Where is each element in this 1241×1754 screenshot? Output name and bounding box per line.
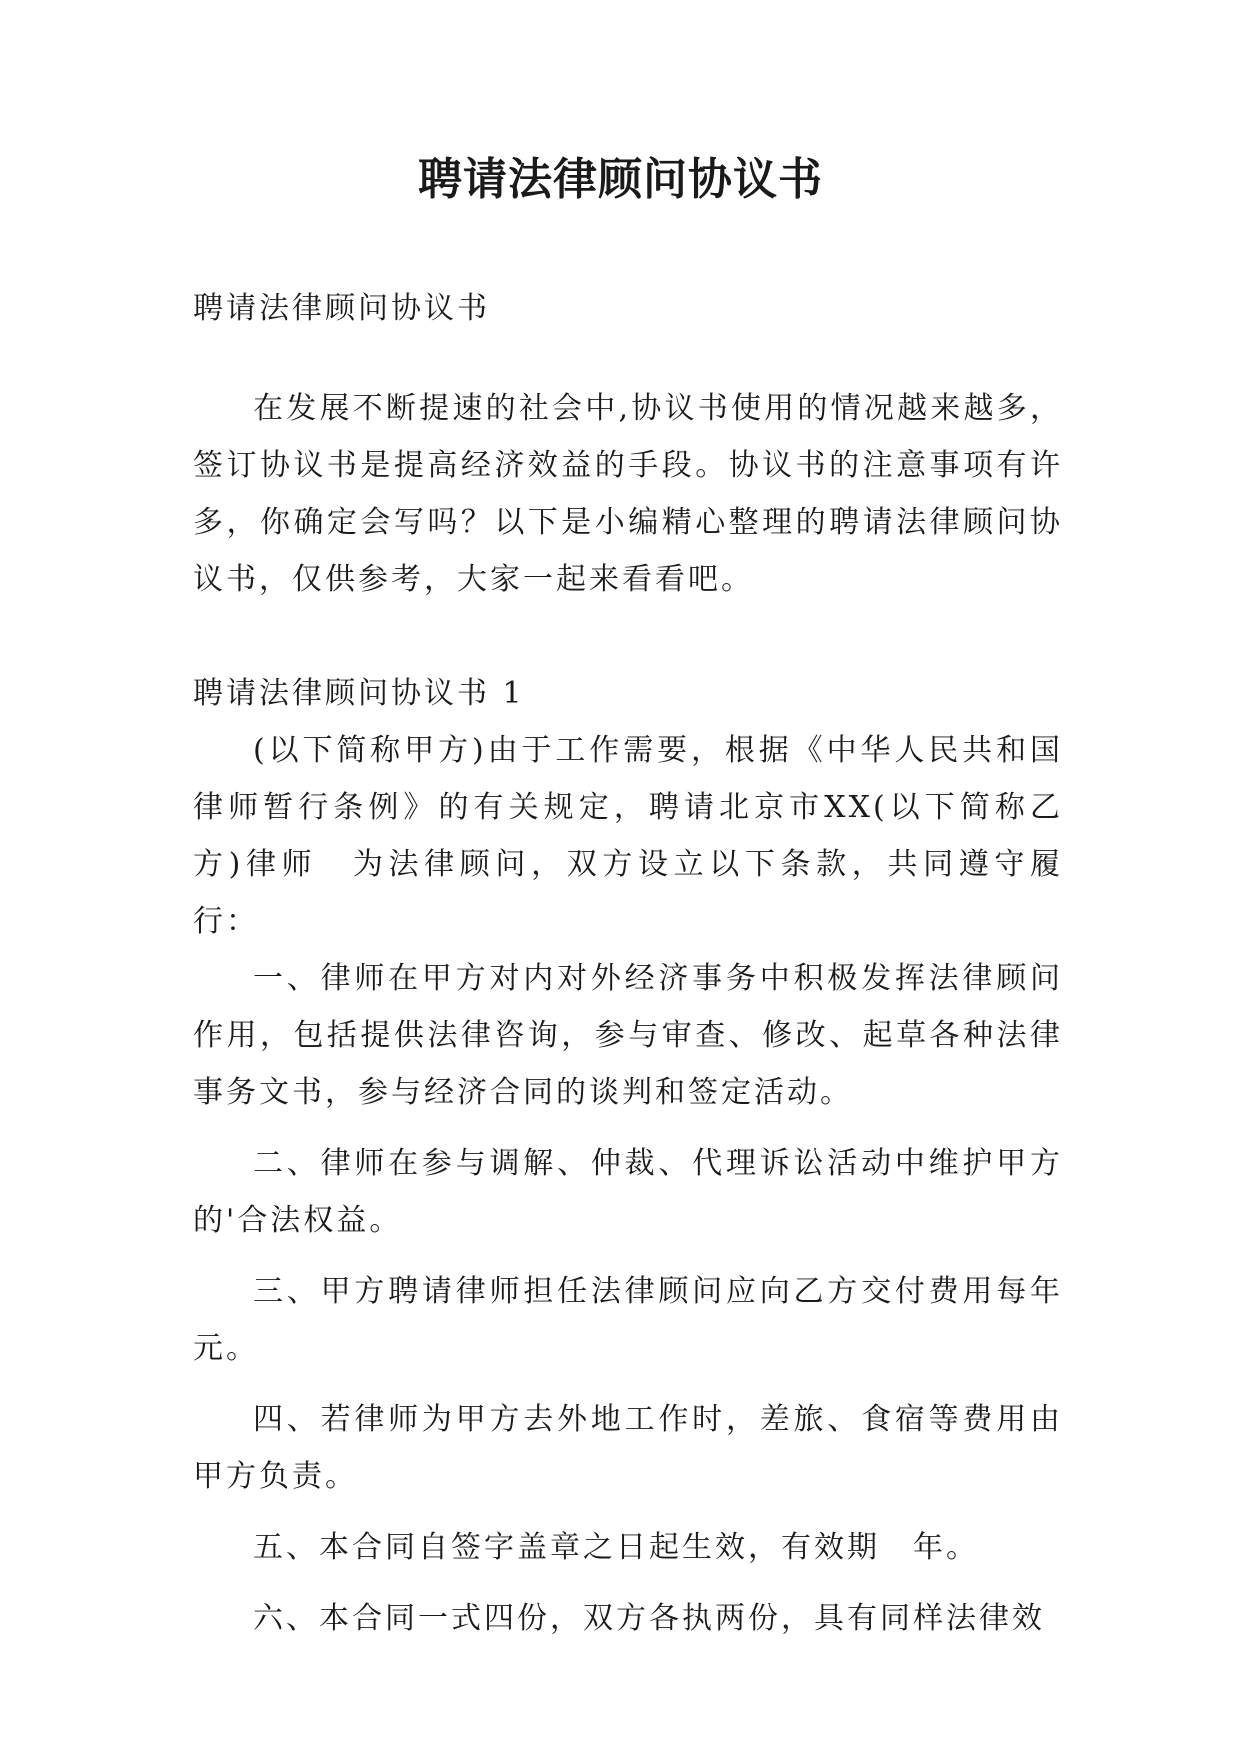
intro-paragraph: 在发展不断提速的社会中,协议书使用的情况越来越多，签订协议书是提高经济效益的手段。协议书的注意事项有许多，你确定会写吗？以下是小编精心整理的聘请法律顾问协议书，仅供参考，大家一起来看看吧。 — [193, 391, 1063, 597]
document-subtitle: 聘请法律顾问协议书 — [193, 291, 490, 326]
document-title: 聘请法律顾问协议书 — [418, 154, 823, 205]
clause-paragraph: 六、本合同一式四份，双方各执两份，具有同样法律效 — [253, 1601, 1045, 1636]
clause-paragraph: 五、本合同自签字盖章之日起生效，有效期 年。 — [253, 1530, 979, 1565]
clause-paragraph: 二、律师在参与调解、仲裁、代理诉讼活动中维护甲方的'合法权益。 — [193, 1146, 1063, 1238]
clause-paragraph: 一、律师在甲方对内对外经济事务中积极发挥法律顾问作用，包括提供法律咨询，参与审查、修改、起草各种法律事务文书，参与经济合同的谈判和签定活动。 — [193, 961, 1063, 1110]
clause-paragraph: 四、若律师为甲方去外地工作时，差旅、食宿等费用由甲方负责。 — [193, 1402, 1063, 1494]
clause-paragraph: (以下简称甲方)由于工作需要，根据《中华人民共和国律师暂行条例》的有关规定，聘请北京市XX(以下简称乙方)律师 为法律顾问，双方设立以下条款，共同遵守履行： — [193, 733, 1063, 939]
document-body — [193, 280, 1063, 1661]
section-heading: 聘请法律顾问协议书 1 — [193, 676, 525, 711]
clause-paragraph: 三、甲方聘请律师担任法律顾问应向乙方交付费用每年元。 — [193, 1274, 1063, 1366]
